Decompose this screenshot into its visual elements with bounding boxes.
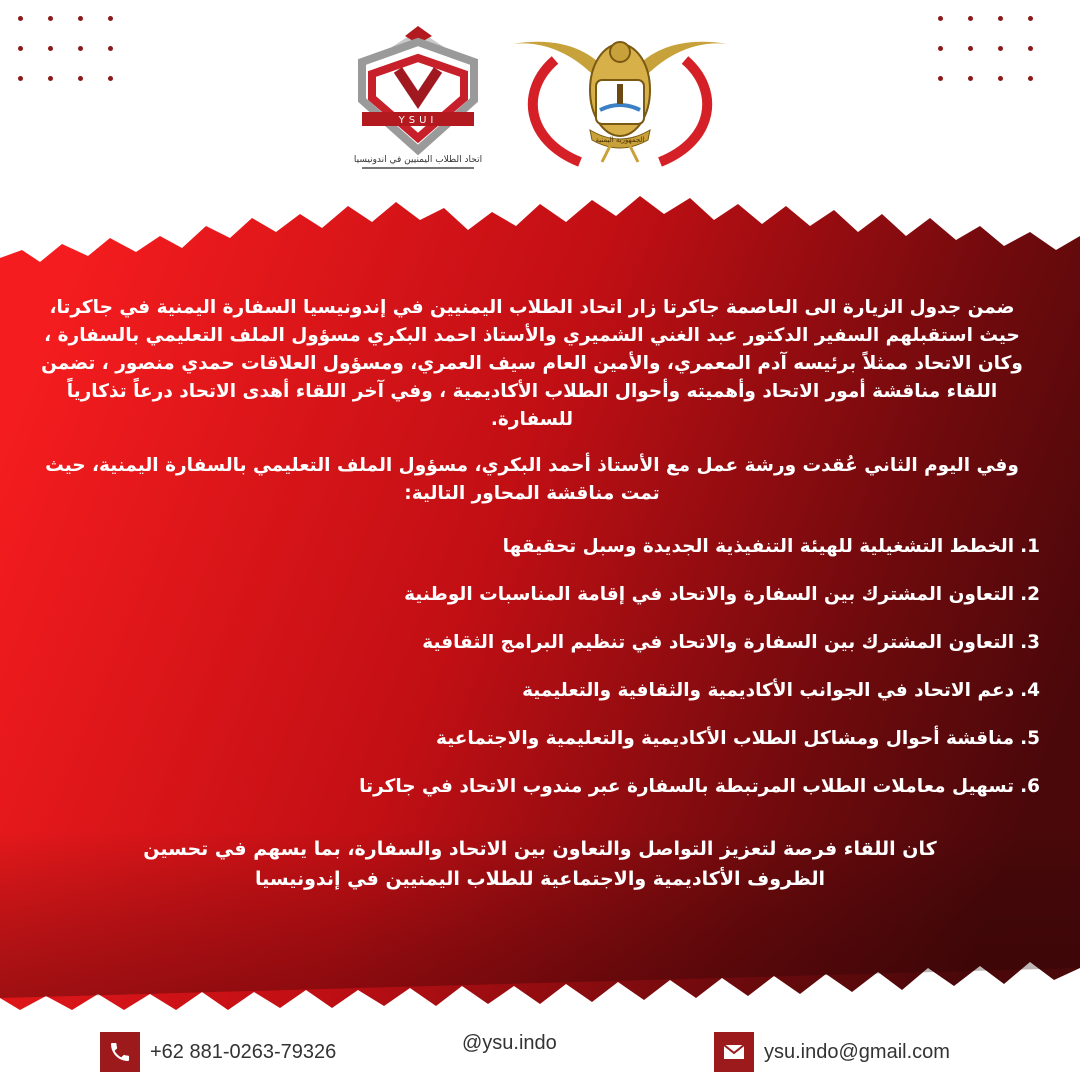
list-item-text: التعاون المشترك بين السفارة والاتحاد في تنظيم البرامج الثقافية [422, 632, 1015, 653]
list-item [320, 678, 1040, 704]
paragraph-visit: ضمن جدول الزيارة الى العاصمة جاكرتا زار اتحاد الطلاب اليمنيين في إندونيسيا السفارة اليمنية في جاكرتا، حيث استقبلهم السفير الدكتور عبد الغني الشميري والأستاذ احمد البكري مسؤول الملف التعليمي بالسفارة ، وكان الاتحاد ممثلاً برئيسه آدم المعمري، والأمين العام سيف العمري، ومسؤول العلاقات حمدي منصور ، تضمن اللقاء مناقشة أمور الاتحاد وأهميته وأحوال الطلاب الأكاديمية ، وفي آخر اللقاء أهدى الاتحاد درعاً تذكارياً للسفارة. [41, 297, 1023, 430]
list-item [320, 582, 1040, 608]
list-item-number: 5. [1020, 728, 1040, 749]
union-logo-subtitle: اتحاد الطلاب اليمنيين في اندونيسيا [353, 155, 483, 165]
list-item-text: التعاون المشترك بين السفارة والاتحاد في إقامة المناسبات الوطنية [404, 584, 1015, 605]
list-item-text: مناقشة أحوال ومشاكل الطلاب الأكاديمية والتعليمية والاجتماعية [435, 728, 1015, 749]
email-contact[interactable] [714, 1032, 950, 1072]
phone-contact[interactable] [100, 1032, 336, 1072]
social-handle-text: @ysu.indo [462, 1032, 557, 1054]
discussion-points-list [320, 534, 1040, 822]
emblem-ribbon-text: الجمهورية اليمنية [595, 136, 645, 144]
list-item-number: 3. [1020, 632, 1040, 653]
social-handle[interactable] [462, 1032, 557, 1055]
union-logo-text: YSUI [398, 115, 438, 126]
list-item-text: دعم الاتحاد في الجوانب الأكاديمية والثقافية والتعليمية [522, 680, 1015, 701]
paragraph-workshop: وفي اليوم الثاني عُقدت ورشة عمل مع الأستاذ أحمد البكري، مسؤول الملف التعليمي بالسفارة اليمنية، حيث تمت مناقشة المحاور التالية: [45, 455, 1019, 504]
list-item-text: الخطط التشغيلية للهيئة التنفيذية الجديدة وسبل تحقيقها [502, 536, 1015, 557]
list-item [320, 534, 1040, 560]
phone-number: +62 881-0263-79326 [150, 1040, 337, 1063]
list-item-number: 4. [1020, 680, 1040, 701]
list-item [320, 774, 1040, 800]
list-item-number: 6. [1020, 776, 1040, 797]
list-item [320, 726, 1040, 752]
list-item [320, 630, 1040, 656]
contact-footer [0, 1012, 1080, 1080]
closing-paragraph: كان اللقاء فرصة لتعزيز التواصل والتعاون بين الاتحاد والسفارة، بما يسهم في تحسين الظروف الأكاديمية والاجتماعية للطلاب اليمنيين في إندونيسيا [143, 838, 937, 890]
envelope-icon [714, 1032, 754, 1072]
email-address: ysu.indo@gmail.com [764, 1040, 950, 1063]
list-item-number: 1. [1020, 536, 1040, 557]
list-item-number: 2. [1020, 584, 1040, 605]
phone-icon [100, 1032, 140, 1072]
list-item-text: تسهيل معاملات الطلاب المرتبطة بالسفارة عبر مندوب الاتحاد في جاكرتا [359, 776, 1015, 797]
